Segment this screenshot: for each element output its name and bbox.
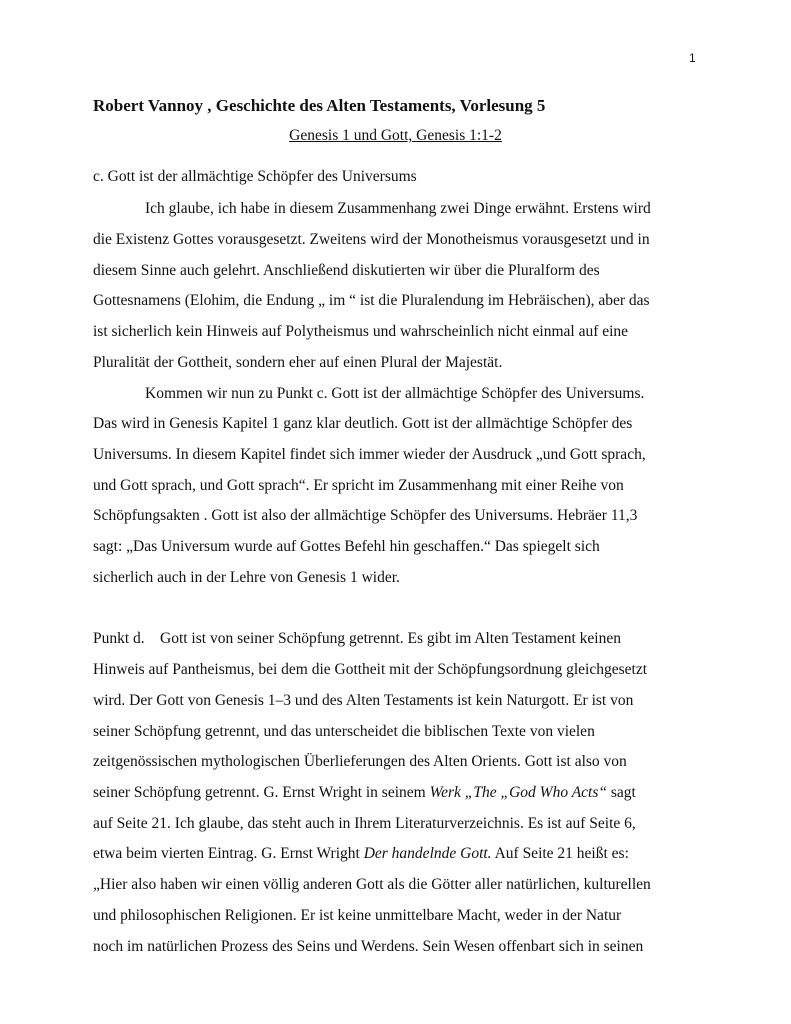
- text-fragment: etwa beim vierten Eintrag. G. Ernst Wright: [93, 845, 364, 862]
- text-line-citation: [93, 845, 629, 863]
- text-line: wird. Der Gott von Genesis 1–3 und des Alten Testaments ist kein Naturgott. Er ist von: [93, 692, 634, 709]
- text-line: ist sicherlich kein Hinweis auf Polytheismus und wahrscheinlich nicht einmal auf eine: [93, 323, 629, 340]
- text-line: Das wird in Genesis Kapitel 1 ganz klar deutlich. Gott ist der allmächtige Schöpfer des: [93, 415, 633, 432]
- text-line: Pluralität der Gottheit, sondern eher auf einen Plural der Majestät.: [93, 354, 503, 371]
- text-line: und philosophischen Religionen. Er ist keine unmittelbare Macht, weder in der Natur: [93, 907, 622, 924]
- text-line: Ich glaube, ich habe in diesem Zusammenhang zwei Dinge erwähnt. Erstens wird: [145, 200, 651, 217]
- text-line: Gottesnamens (Elohim, die Endung „ im “ ist die Pluralendung im Hebräischen), aber das: [93, 292, 650, 309]
- text-line: noch im natürlichen Prozess des Seins und Werdens. Sein Wesen offenbart sich in seinen: [93, 938, 644, 955]
- point-d-text: Gott ist von seiner Schöpfung getrennt. Es gibt im Alten Testament keinen: [160, 630, 621, 647]
- document-title: Robert Vannoy , Geschichte des Alten Testaments, Vorlesung 5: [93, 96, 546, 115]
- text-line: seiner Schöpfung getrennt, und das unterscheidet die biblischen Texte von vielen: [93, 723, 595, 740]
- text-line: sagt: „Das Universum wurde auf Gottes Befehl hin geschaffen.“ Das spiegelt sich: [93, 538, 600, 555]
- text-line: zeitgenössischen mythologischen Überlieferungen des Alten Orients. Gott ist also von: [93, 753, 627, 770]
- point-d-first-line: [93, 630, 621, 648]
- book-title-italic: Werk „The „God Who Acts“: [429, 784, 607, 801]
- book-title-italic: Der handelnde Gott.: [363, 845, 492, 862]
- text-line-citation: [93, 784, 636, 802]
- section-c-heading: c. Gott ist der allmächtige Schöpfer des Universums: [93, 168, 417, 185]
- subtitle-text: Genesis 1 und Gott, Genesis 1:1-2: [289, 127, 502, 144]
- point-d-label: Punkt d.: [93, 630, 145, 647]
- text-line: diesem Sinne auch gelehrt. Anschließend diskutierten wir über die Pluralform des: [93, 262, 600, 279]
- text-line: die Existenz Gottes vorausgesetzt. Zweitens wird der Monotheismus vorausgesetzt und in: [93, 231, 650, 248]
- text-fragment: Auf Seite 21 heißt es:: [491, 845, 629, 862]
- text-line: Schöpfungsakten . Gott ist also der allmächtige Schöpfer des Universums. Hebräer 11,3: [93, 507, 638, 524]
- text-line: auf Seite 21. Ich glaube, das steht auch in Ihrem Literaturverzeichnis. Es ist auf Seite 6,: [93, 815, 636, 832]
- text-line: Kommen wir nun zu Punkt c. Gott ist der allmächtige Schöpfer des Universums.: [145, 385, 645, 402]
- page-number: 1: [689, 51, 696, 65]
- text-fragment: seiner Schöpfung getrennt. G. Ernst Wright in seinem: [93, 784, 430, 801]
- text-fragment: sagt: [607, 784, 636, 801]
- text-line: Universums. In diesem Kapitel findet sich immer wieder der Ausdruck „und Gott sprach,: [93, 446, 646, 463]
- text-line: und Gott sprach, und Gott sprach“. Er spricht im Zusammenhang mit einer Reihe von: [93, 477, 624, 494]
- text-line: sicherlich auch in der Lehre von Genesis 1 wider.: [93, 569, 400, 586]
- text-line: „Hier also haben wir einen völlig anderen Gott als die Götter aller natürlichen, kulturellen: [93, 876, 651, 893]
- text-line: Hinweis auf Pantheismus, bei dem die Gottheit mit der Schöpfungsordnung gleichgesetzt: [93, 661, 648, 678]
- document-subtitle: [0, 127, 791, 145]
